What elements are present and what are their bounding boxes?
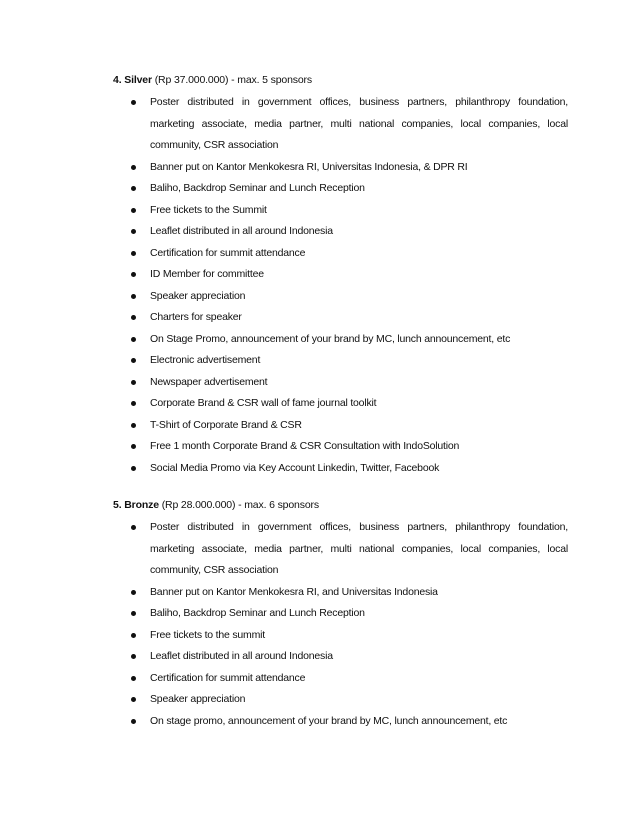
bullet-icon — [131, 654, 136, 659]
list-item-text: T-Shirt of Corporate Brand & CSR — [150, 418, 302, 431]
list-item-text: Newspaper advertisement — [150, 375, 268, 388]
list-item-text: Free 1 month Corporate Brand & CSR Consultation with IndoSolution — [150, 440, 460, 452]
bullet-icon — [131, 401, 136, 406]
list-item — [113, 264, 568, 286]
bronze-package-title: 5. Bronze — [113, 499, 159, 511]
silver-package-heading — [113, 70, 568, 90]
list-item-text: Baliho, Backdrop Seminar and Lunch Reception — [150, 607, 365, 619]
bullet-icon — [131, 590, 136, 595]
bullet-icon — [131, 165, 136, 170]
bullet-icon — [131, 358, 136, 363]
list-item — [113, 157, 568, 179]
bullet-icon — [131, 525, 136, 530]
bullet-icon — [131, 719, 136, 724]
list-item — [113, 243, 568, 265]
list-item — [113, 711, 568, 733]
bullet-icon — [131, 208, 136, 213]
bullet-icon — [131, 229, 136, 234]
silver-package-section — [113, 70, 568, 479]
list-item — [113, 582, 568, 604]
list-item — [113, 286, 568, 308]
list-item — [113, 307, 568, 329]
list-item — [113, 178, 568, 200]
bullet-icon — [131, 423, 136, 428]
bullet-icon — [131, 251, 136, 256]
list-item — [113, 200, 568, 222]
list-item — [113, 458, 568, 480]
bullet-icon — [131, 444, 136, 449]
bullet-icon — [131, 315, 136, 320]
list-item-text: Corporate Brand & CSR wall of fame journal toolkit — [150, 397, 377, 409]
list-item-text: Electronic advertisement — [150, 354, 261, 366]
silver-package-title: 4. Silver — [113, 74, 152, 86]
silver-benefits-list — [113, 92, 568, 479]
list-item-text: Speaker appreciation — [150, 693, 246, 705]
list-item — [113, 668, 568, 690]
list-item — [113, 393, 568, 415]
bullet-icon — [131, 466, 136, 471]
bullet-icon — [131, 294, 136, 299]
list-item — [113, 646, 568, 668]
list-item — [113, 92, 568, 157]
list-item-text: Baliho, Backdrop Seminar and Lunch Reception — [150, 182, 365, 194]
list-item-text: On Stage Promo, announcement of your brand by MC, lunch announcement, etc — [150, 332, 511, 345]
list-item — [113, 517, 568, 582]
bullet-icon — [131, 186, 136, 191]
list-item-text: Certification for summit attendance — [150, 246, 306, 259]
bullet-icon — [131, 633, 136, 638]
bronze-benefits-list — [113, 517, 568, 732]
bullet-icon — [131, 100, 136, 105]
bullet-icon — [131, 272, 136, 277]
list-item — [113, 372, 568, 394]
list-item — [113, 221, 568, 243]
list-item-text: Poster distributed in government offices, business partners, philanthropy foundation, marketing associate, media partner, multi national companies, local companies, local community, CSR association — [150, 96, 568, 151]
bronze-package-section — [113, 495, 568, 732]
list-item — [113, 415, 568, 437]
list-item-text: Social Media Promo via Key Account Linkedin, Twitter, Facebook — [150, 461, 440, 474]
list-item-text: Banner put on Kantor Menkokesra RI, and Universitas Indonesia — [150, 585, 438, 598]
list-item — [113, 603, 568, 625]
bullet-icon — [131, 676, 136, 681]
list-item — [113, 436, 568, 458]
list-item — [113, 689, 568, 711]
bullet-icon — [131, 697, 136, 702]
list-item-text: Leaflet distributed in all around Indonesia — [150, 650, 333, 662]
list-item-text: Speaker appreciation — [150, 289, 246, 302]
bronze-package-heading — [113, 495, 568, 515]
list-item-text: Poster distributed in government offices, business partners, philanthropy foundation, marketing associate, media partner, multi national companies, local companies, local community, CSR association — [150, 521, 568, 576]
list-item-text: Leaflet distributed in all around Indonesia — [150, 225, 333, 237]
silver-package-price: (Rp 37.000.000) - max. 5 sponsors — [151, 74, 313, 86]
bullet-icon — [131, 611, 136, 616]
list-item-text: On stage promo, announcement of your brand by MC, lunch announcement, etc — [150, 714, 508, 727]
list-item — [113, 625, 568, 647]
list-item-text: Free tickets to the summit — [150, 628, 266, 641]
list-item-text: Banner put on Kantor Menkokesra RI, Universitas Indonesia, & DPR RI — [150, 160, 468, 173]
bronze-package-price: (Rp 28.000.000) - max. 6 sponsors — [158, 499, 319, 511]
list-item-text: Free tickets to the Summit — [150, 203, 267, 216]
list-item — [113, 350, 568, 372]
list-item-text: Certification for summit attendance — [150, 671, 306, 684]
list-item-text: ID Member for committee — [150, 268, 264, 280]
list-item-text: Charters for speaker — [150, 311, 242, 323]
list-item — [113, 329, 568, 351]
bullet-icon — [131, 380, 136, 385]
bullet-icon — [131, 337, 136, 342]
